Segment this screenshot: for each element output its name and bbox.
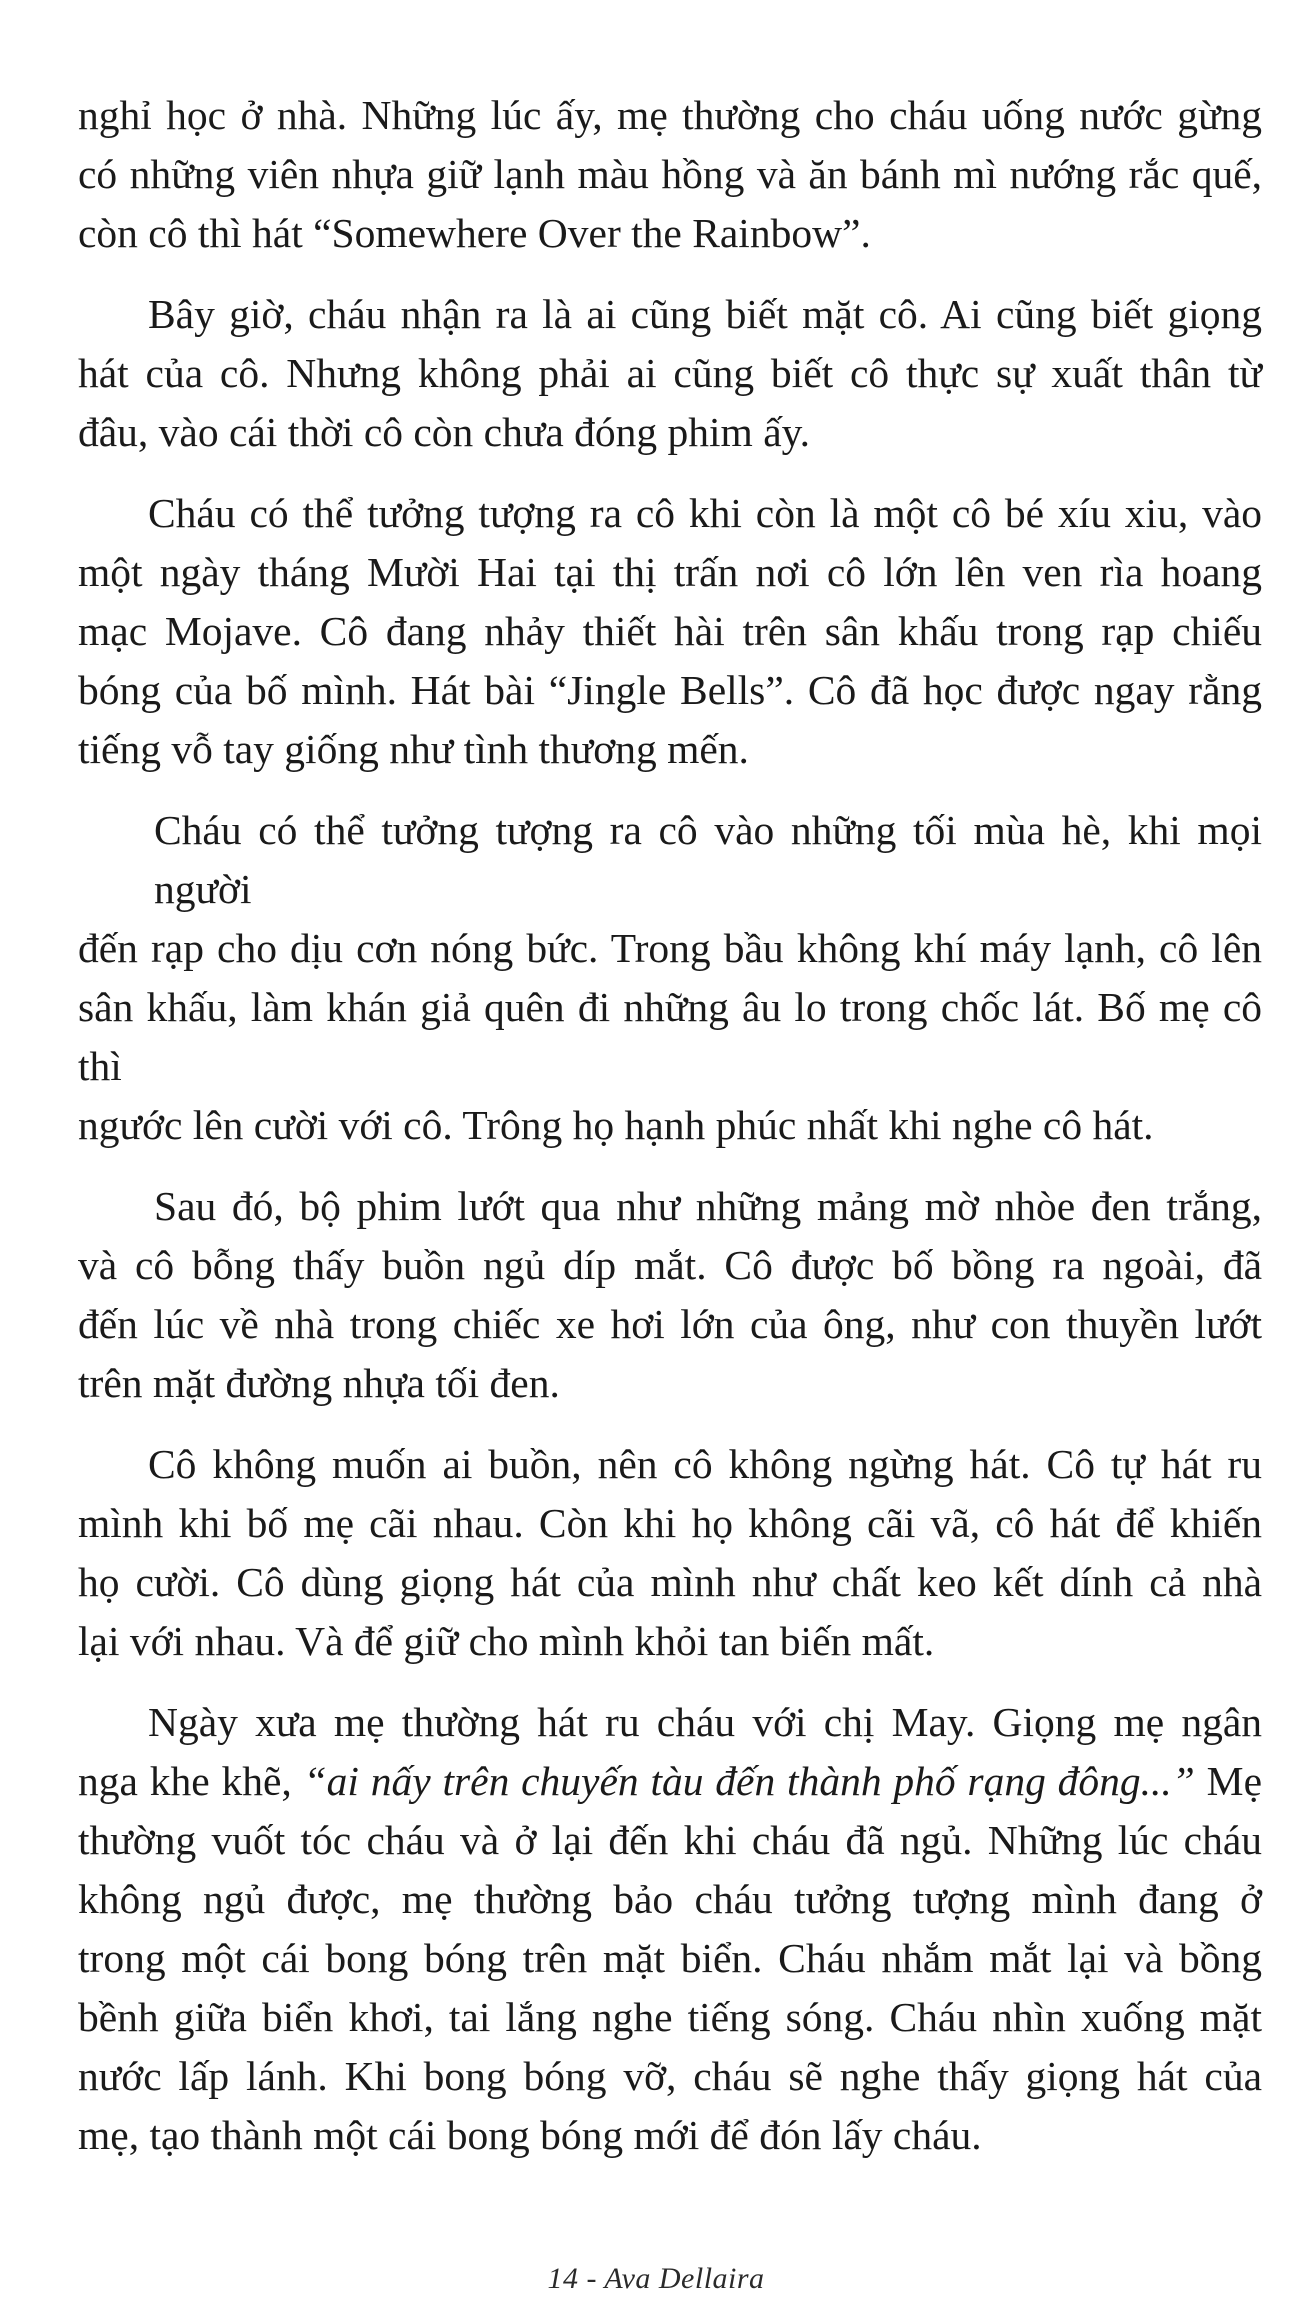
text-line: thường vuốt tóc cháu và ở lại đến khi cháu đã ngủ. Những lúc cháu — [78, 1817, 1262, 1863]
text-line: Bây giờ, cháu nhận ra là ai cũng biết mặt cô. Ai cũng biết giọng — [148, 291, 1262, 337]
text-segment: nga khe khẽ, — [78, 1758, 304, 1804]
paragraph-7 — [78, 1693, 1262, 2165]
text-line: Cháu có thể tưởng tượng ra cô vào những tối mùa hè, khi mọi người — [154, 807, 1262, 912]
text-line: có những viên nhựa giữ lạnh màu hồng và ăn bánh mì nướng rắc quế, — [78, 151, 1262, 197]
text-line: đến rạp cho dịu cơn nóng bức. Trong bầu không khí máy lạnh, cô lên — [78, 925, 1262, 971]
text-line: bềnh giữa biển khơi, tai lắng nghe tiếng sóng. Cháu nhìn xuống mặt — [78, 1994, 1262, 2040]
text-line: trong một cái bong bóng trên mặt biển. Cháu nhắm mắt lại và bồng — [78, 1935, 1262, 1981]
page-footer: 14 - Ava Dellaira — [547, 2262, 765, 2295]
paragraph-5 — [78, 1177, 1262, 1413]
paragraph-1 — [78, 86, 1262, 263]
text-line: nước lấp lánh. Khi bong bóng vỡ, cháu sẽ nghe thấy giọng hát của — [78, 2053, 1262, 2099]
text-line: còn cô thì hát “Somewhere Over the Rainbow”. — [78, 210, 871, 256]
paragraph-4 — [78, 801, 1262, 1155]
text-line: tiếng vỗ tay giống như tình thương mến. — [78, 726, 749, 772]
text-line: mạc Mojave. Cô đang nhảy thiết hài trên sân khấu trong rạp chiếu — [78, 608, 1262, 654]
text-line: mẹ, tạo thành một cái bong bóng mới để đón lấy cháu. — [78, 2112, 982, 2158]
text-line: Cháu có thể tưởng tượng ra cô khi còn là một cô bé xíu xiu, vào — [148, 490, 1262, 536]
text-line: họ cười. Cô dùng giọng hát của mình như chất keo kết dính cả nhà — [78, 1559, 1262, 1605]
text-line: Cô không muốn ai buồn, nên cô không ngừng hát. Cô tự hát ru — [148, 1441, 1262, 1487]
text-line: bóng của bố mình. Hát bài “Jingle Bells”. Cô đã học được ngay rằng — [78, 667, 1262, 713]
text-line: đến lúc về nhà trong chiếc xe hơi lớn của ông, như con thuyền lướt — [78, 1301, 1262, 1347]
text-line: một ngày tháng Mười Hai tại thị trấn nơi cô lớn lên ven rìa hoang — [78, 549, 1262, 595]
paragraph-2 — [78, 285, 1262, 462]
text-line: trên mặt đường nhựa tối đen. — [78, 1360, 560, 1406]
paragraph-6 — [78, 1435, 1262, 1671]
text-segment: Mẹ — [1194, 1758, 1262, 1804]
text-line: ngước lên cười với cô. Trông họ hạnh phúc nhất khi nghe cô hát. — [78, 1102, 1154, 1148]
text-line: đâu, vào cái thời cô còn chưa đóng phim ấy. — [78, 409, 811, 455]
text-line: nghỉ học ở nhà. Những lúc ấy, mẹ thường cho cháu uống nước gừng — [78, 92, 1262, 138]
text-line-with-quote — [78, 1752, 1262, 1811]
body-text — [78, 86, 1262, 2187]
text-line: hát của cô. Nhưng không phải ai cũng biết cô thực sự xuất thân từ — [78, 350, 1262, 396]
text-line: Sau đó, bộ phim lướt qua như những mảng mờ nhòe đen trắng, — [154, 1183, 1262, 1229]
text-line: và cô bỗng thấy buồn ngủ díp mắt. Cô được bố bồng ra ngoài, đã — [78, 1242, 1262, 1288]
paragraph-3 — [78, 484, 1262, 779]
lullaby-quote: “ai nấy trên chuyến tàu đến thành phố rạng đông...” — [303, 1758, 1195, 1804]
text-line: không ngủ được, mẹ thường bảo cháu tưởng tượng mình đang ở — [78, 1876, 1262, 1922]
text-line: Ngày xưa mẹ thường hát ru cháu với chị May. Giọng mẹ ngân — [148, 1699, 1262, 1745]
text-line: lại với nhau. Và để giữ cho mình khỏi tan biến mất. — [78, 1618, 935, 1664]
text-line: sân khấu, làm khán giả quên đi những âu lo trong chốc lát. Bố mẹ cô thì — [78, 984, 1262, 1089]
text-line: mình khi bố mẹ cãi nhau. Còn khi họ không cãi vã, cô hát để khiến — [78, 1500, 1262, 1546]
